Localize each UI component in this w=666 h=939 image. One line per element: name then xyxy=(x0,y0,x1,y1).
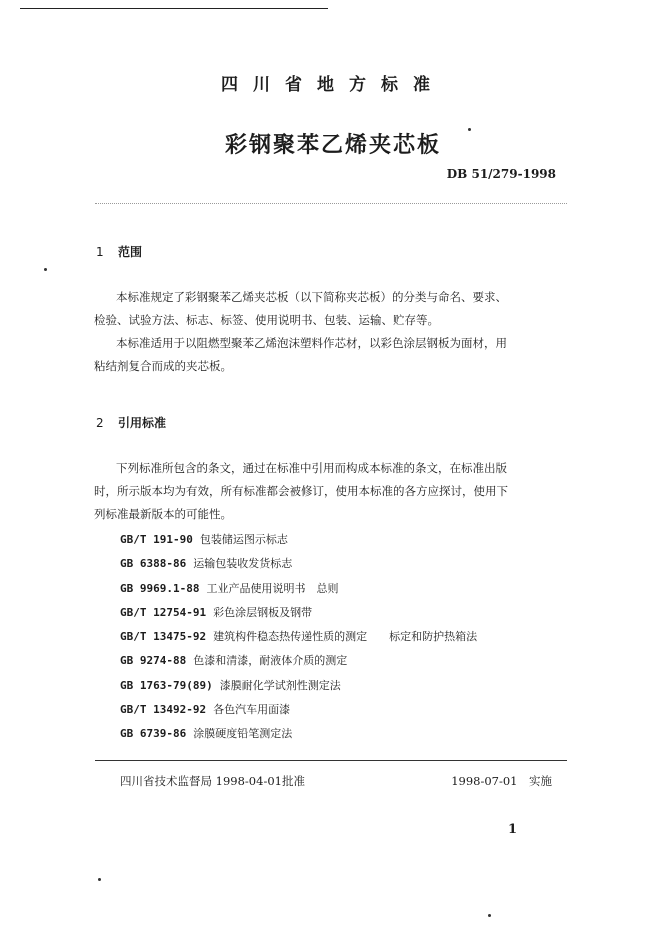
reference-title: 建筑构件稳态热传递性质的测定 标定和防护热箱法 xyxy=(213,630,478,644)
reference-item xyxy=(120,528,477,552)
reference-item xyxy=(120,649,477,673)
issue-date: 四川省技术监督局 1998-04-01批准 xyxy=(120,774,305,788)
page-number: 1 xyxy=(508,822,518,837)
reference-item xyxy=(120,698,477,722)
paragraph-line: 本标准适用于以阻燃型聚苯乙烯泡沫塑料作芯材，以彩色涂层钢板为面材，用 xyxy=(116,336,507,350)
reference-code: GB 9274-88 xyxy=(120,654,187,668)
scan-speck xyxy=(468,128,471,131)
reference-item xyxy=(120,601,477,625)
reference-title: 涂膜硬度铅笔测定法 xyxy=(193,727,293,741)
paragraph-line: 粘结剂复合而成的夹芯板。 xyxy=(94,359,232,373)
scan-speck xyxy=(488,914,491,917)
implementation-date: 1998-07-01 实施 xyxy=(451,774,552,788)
reference-code: GB 6388-86 xyxy=(120,557,187,571)
section-title: 引用标准 xyxy=(118,416,167,430)
reference-item xyxy=(120,674,477,698)
footer-divider xyxy=(95,760,567,761)
reference-code: GB 9969.1-88 xyxy=(120,581,200,595)
section-number: 2 xyxy=(96,416,104,430)
scan-speck xyxy=(98,878,101,881)
reference-item xyxy=(120,577,477,601)
section-title: 范围 xyxy=(118,245,143,259)
reference-title: 彩色涂层钢板及钢带 xyxy=(213,605,313,619)
reference-title: 运输包装收发货标志 xyxy=(193,557,293,571)
reference-title: 色漆和清漆，耐液体介质的测定 xyxy=(193,654,348,668)
paragraph-line: 检验、试验方法、标志、标签、使用说明书、包装、运输、贮存等。 xyxy=(94,313,439,327)
section-1-heading xyxy=(96,243,142,260)
section-1-body xyxy=(94,286,562,378)
reference-code: GB/T 13475-92 xyxy=(120,630,207,644)
paragraph-line: 本标准规定了彩钢聚苯乙烯夹芯板（以下简称夹芯板）的分类与命名、要求、 xyxy=(116,290,507,304)
section-number: 1 xyxy=(96,245,104,259)
reference-title: 漆膜耐化学试剂性测定法 xyxy=(219,678,341,692)
paragraph-line: 下列标准所包含的条文，通过在标准中引用而构成本标准的条文，在标准出版 xyxy=(116,461,507,475)
reference-code: GB/T 12754-91 xyxy=(120,605,207,619)
reference-title: 各色汽车用面漆 xyxy=(213,703,291,717)
title-divider xyxy=(95,203,567,204)
paragraph-line: 列标准最新版本的可能性。 xyxy=(94,507,232,521)
reference-code: GB/T 13492-92 xyxy=(120,703,207,717)
reference-title: 包装储运图示标志 xyxy=(199,533,288,546)
reference-code: GB/T 191-90 xyxy=(120,533,193,546)
section-2-body xyxy=(94,457,562,526)
reference-item xyxy=(120,722,477,746)
top-rule xyxy=(20,8,328,9)
reference-item xyxy=(120,625,477,649)
scan-speck xyxy=(44,268,47,271)
reference-code: GB 1763-79(89) xyxy=(120,678,213,692)
paragraph-line: 时，所示版本均为有效，所有标准都会被修订，使用本标准的各方应探讨，使用下 xyxy=(94,484,508,498)
reference-list xyxy=(120,528,477,747)
reference-code: GB 6739-86 xyxy=(120,727,187,741)
standard-number: DB 51/279-1998 xyxy=(446,167,556,181)
reference-item xyxy=(120,552,477,576)
section-2-heading xyxy=(96,414,166,431)
publisher-header: 四川省地方标准 xyxy=(221,75,445,95)
document-title: 彩钢聚苯乙烯夹芯板 xyxy=(224,133,441,158)
reference-title: 工业产品使用说明书 总则 xyxy=(206,581,339,595)
